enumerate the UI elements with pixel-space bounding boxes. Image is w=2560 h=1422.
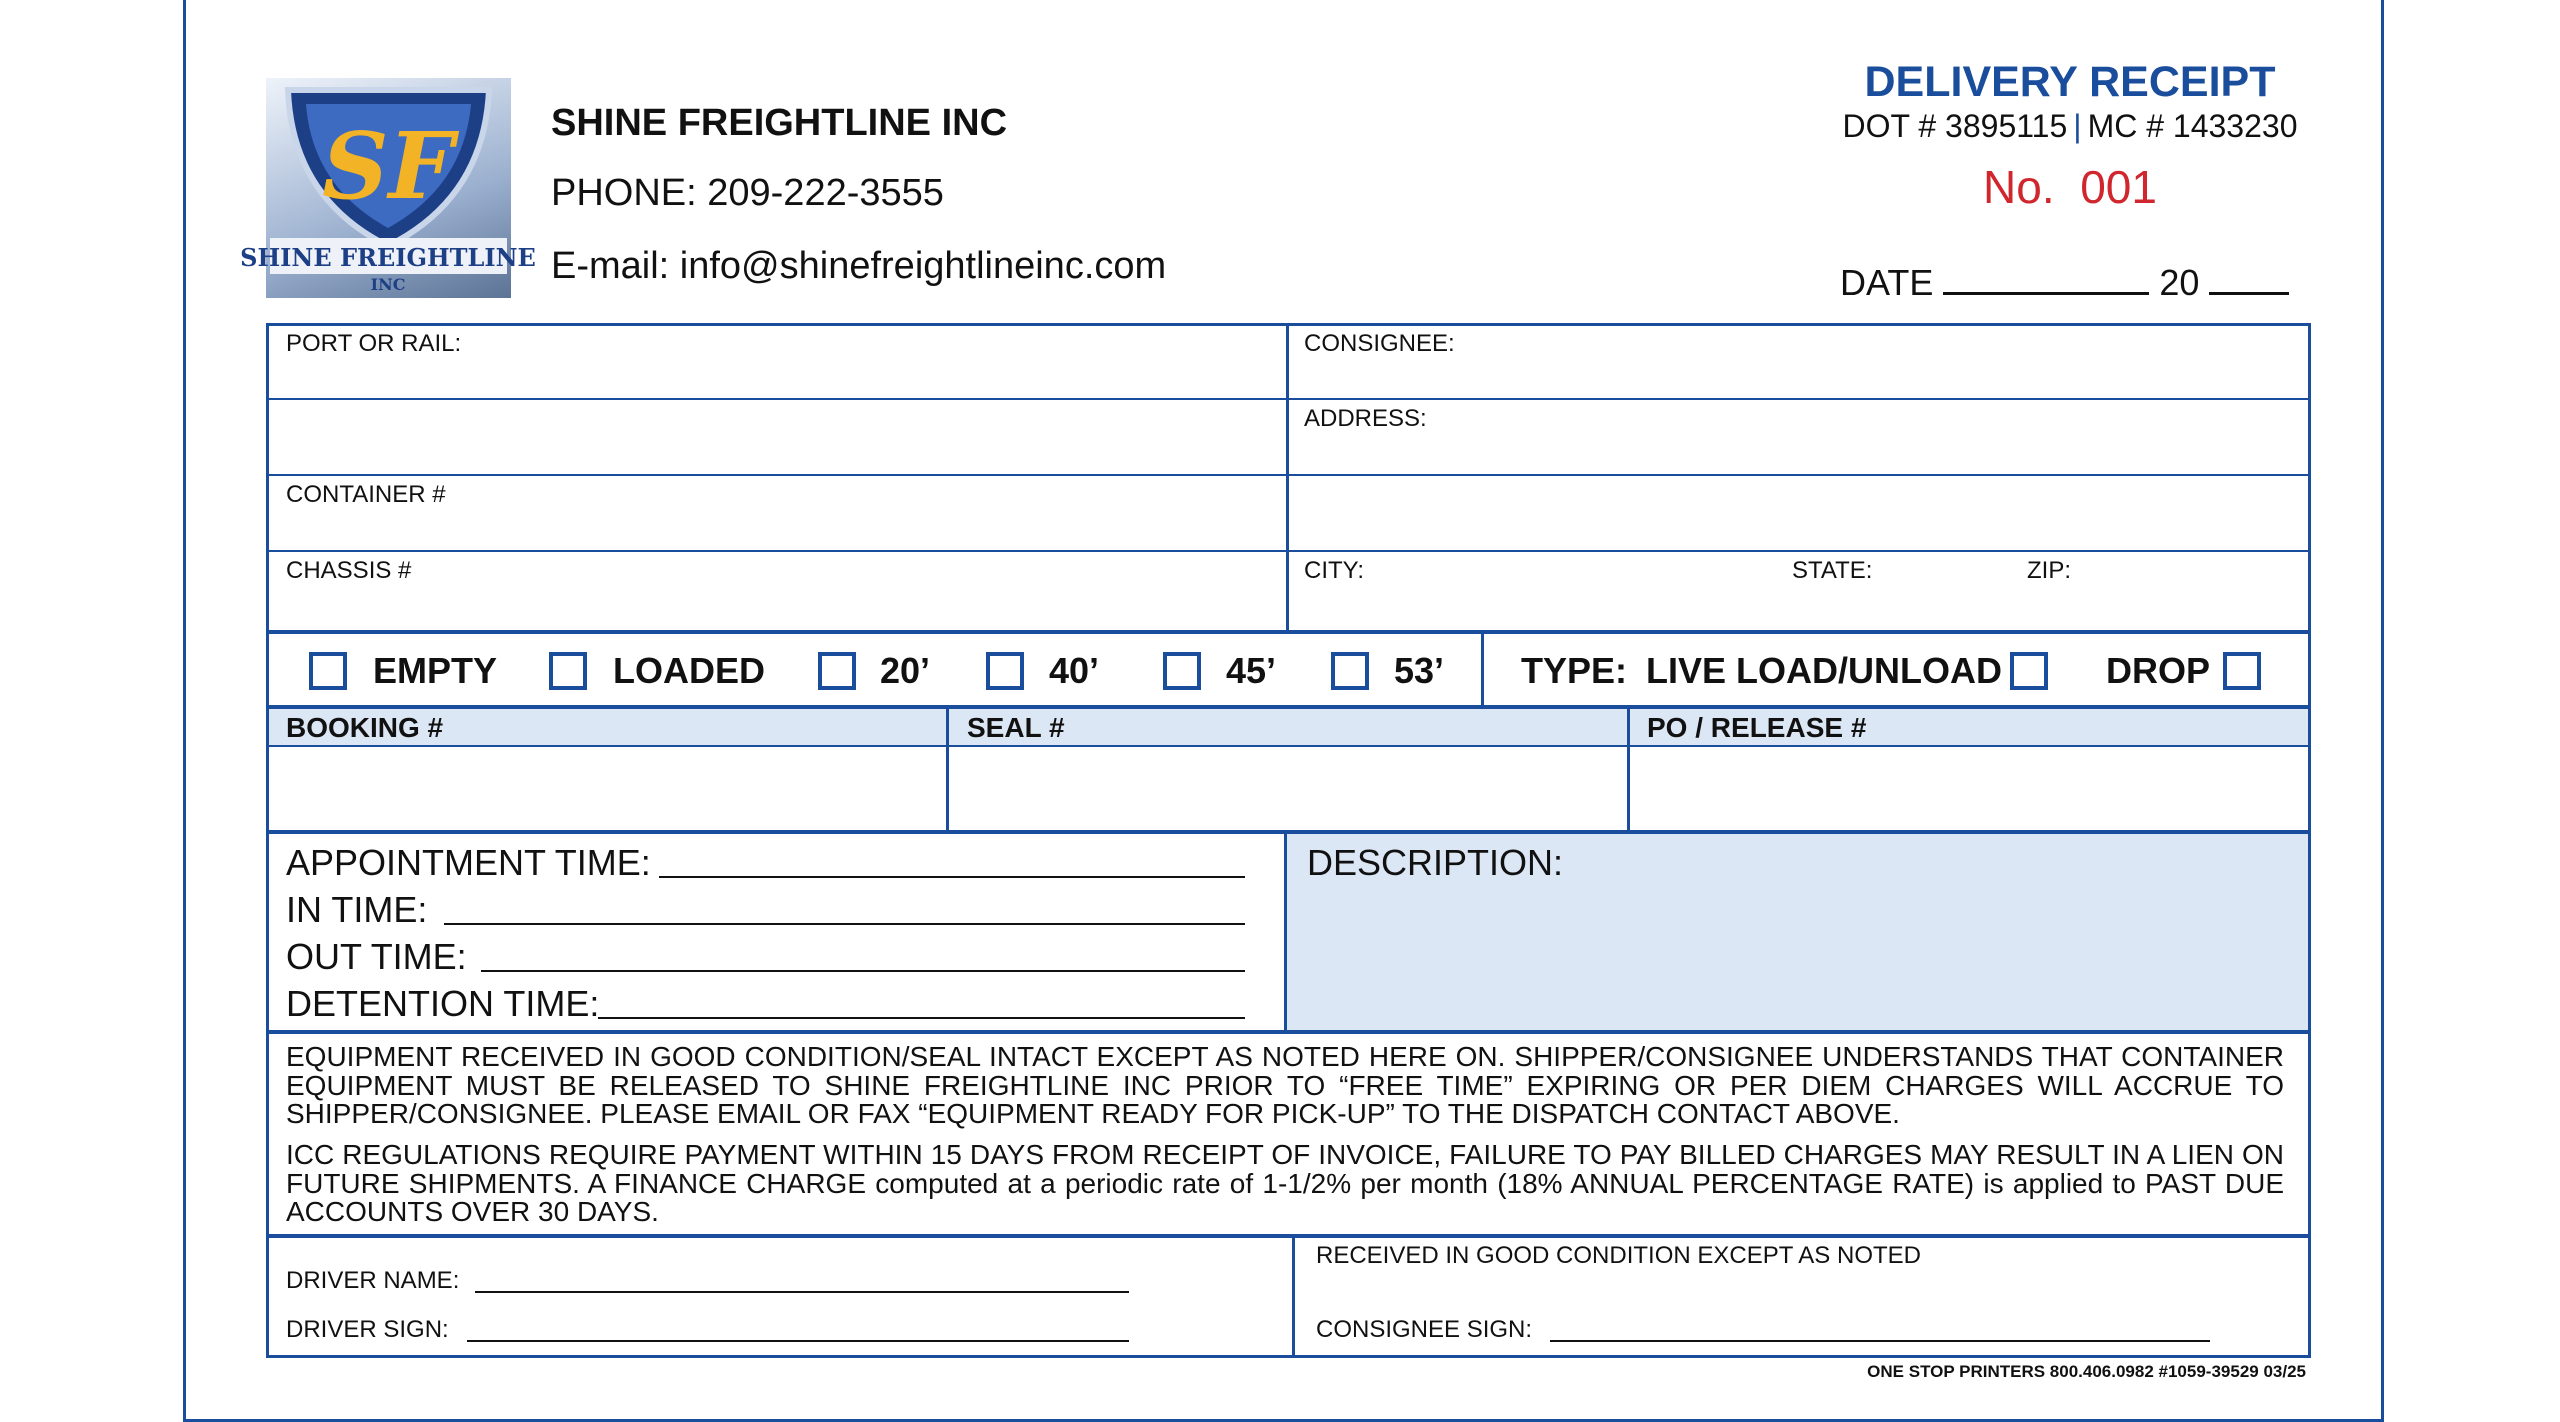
company-phone: PHONE: 209-222-3555 <box>551 172 944 214</box>
terms-paragraph-1: EQUIPMENT RECEIVED IN GOOD CONDITION/SEAL INTACT EXCEPT AS NOTED HERE ON. SHIPPER/CONSIGNEE UNDERSTANDS THAT CONTAINER EQUIPMENT MUST BE RELEASED TO SHINE FREIGHTLINE INC PRIOR TO “FREE TIME” EXPIRING OR PER DIEM CHARGES WILL ACCRUE TO SHIPPER/CONSIGNEE. PLEASE EMAIL OR FAX “EQUIPMENT READY FOR PICK-UP” TO THE DISPATCH CONTACT ABOVE. <box>286 1041 2284 1129</box>
size-20-checkbox[interactable] <box>818 652 856 690</box>
in-time-line[interactable] <box>444 923 1245 925</box>
company-logo <box>240 78 536 298</box>
size-40-label: 40’ <box>1049 650 1100 691</box>
live-load-checkbox[interactable] <box>2010 652 2048 690</box>
printer-footer: ONE STOP PRINTERS 800.406.0982 #1059-39529 03/25 <box>1867 1362 2306 1381</box>
refs-box <box>266 706 2311 833</box>
drop-checkbox[interactable] <box>2223 652 2261 690</box>
zip-label: ZIP: <box>2027 557 2072 584</box>
address-label: ADDRESS: <box>1304 405 1427 432</box>
logo-inc: INC <box>370 275 406 294</box>
receipt-number-value: 001 <box>2080 161 2157 213</box>
form-title: DELIVERY RECEIPT <box>1864 58 2276 106</box>
date-label: DATE <box>1840 262 1934 303</box>
divider <box>266 550 2311 552</box>
terms-paragraph-2: ICC REGULATIONS REQUIRE PAYMENT WITHIN 15 DAYS FROM RECEIPT OF INVOICE, FAILURE TO PAY BILLED CHARGES MAY RESULT IN A LIEN ON FUTURE SHIPMENTS. A FINANCE CHARGE computed at a periodic rate of 1-1/2% per month (18% ANNUAL PERCENTAGE RATE) is applied to PAST DUE ACCOUNTS OVER 30 DAYS. <box>286 1139 2284 1227</box>
size-40-checkbox[interactable] <box>986 652 1024 690</box>
divider <box>946 706 949 833</box>
size-45-label: 45’ <box>1226 650 1277 691</box>
divider <box>1284 831 1287 1033</box>
company-name: SHINE FREIGHTLINE INC <box>551 102 1008 144</box>
company-email: E-mail: info@shinefreightlineinc.com <box>551 245 1167 287</box>
loaded-label: LOADED <box>613 650 765 691</box>
type-label: TYPE: <box>1521 650 1628 691</box>
empty-label: EMPTY <box>373 650 498 691</box>
year-line[interactable] <box>2209 262 2289 295</box>
divider <box>266 745 2311 747</box>
divider <box>1627 706 1630 833</box>
empty-checkbox[interactable] <box>309 652 347 690</box>
container-label: CONTAINER # <box>286 481 446 508</box>
divider <box>266 398 2311 400</box>
description-label: DESCRIPTION: <box>1307 842 1564 883</box>
logo-monogram: SF <box>322 112 454 220</box>
consignee-sign-line[interactable] <box>1550 1340 2210 1342</box>
live-load-label: LIVE LOAD/UNLOAD <box>1646 650 2002 691</box>
dot-mc-line <box>1836 108 2304 145</box>
received-condition-label: RECEIVED IN GOOD CONDITION EXCEPT AS NOTED <box>1316 1242 1921 1269</box>
drop-label: DROP <box>2106 650 2211 691</box>
booking-label: BOOKING # <box>286 712 444 743</box>
receipt-number-label: No. <box>1983 161 2055 213</box>
out-time-label: OUT TIME: <box>286 936 467 977</box>
year-prefix: 20 <box>2159 262 2200 303</box>
date-field[interactable] <box>1840 262 2289 304</box>
dot-number: DOT # 3895115 <box>1842 108 2068 144</box>
loaded-checkbox[interactable] <box>549 652 587 690</box>
mc-number: MC # 1433230 <box>2087 108 2298 144</box>
consignee-sign-label: CONSIGNEE SIGN: <box>1316 1316 1533 1343</box>
shield-icon <box>240 78 536 298</box>
divider <box>1286 323 1289 633</box>
driver-sign-line[interactable] <box>467 1340 1129 1342</box>
city-label: CITY: <box>1304 557 1365 584</box>
detention-time-label: DETENTION TIME: <box>286 983 600 1024</box>
chassis-label: CHASSIS # <box>286 557 412 584</box>
size-53-checkbox[interactable] <box>1331 652 1369 690</box>
receipt-number <box>1836 160 2304 214</box>
consignee-label: CONSIGNEE: <box>1304 330 1455 357</box>
appointment-time-line[interactable] <box>659 876 1245 878</box>
seal-label: SEAL # <box>967 712 1065 743</box>
size-45-checkbox[interactable] <box>1163 652 1201 690</box>
size-53-label: 53’ <box>1394 650 1445 691</box>
divider <box>1481 631 1484 708</box>
logo-name: SHINE FREIGHTLINE <box>240 243 536 272</box>
po-release-label: PO / RELEASE # <box>1647 712 1867 743</box>
driver-name-label: DRIVER NAME: <box>286 1267 460 1294</box>
size-20-label: 20’ <box>880 650 931 691</box>
date-line[interactable] <box>1943 262 2149 295</box>
port-or-rail-label: PORT OR RAIL: <box>286 330 462 357</box>
detention-time-line[interactable] <box>598 1017 1245 1019</box>
driver-sign-label: DRIVER SIGN: <box>286 1316 449 1343</box>
state-label: STATE: <box>1792 557 1873 584</box>
out-time-line[interactable] <box>481 970 1245 972</box>
driver-name-line[interactable] <box>475 1291 1129 1293</box>
divider <box>1292 1235 1295 1358</box>
in-time-label: IN TIME: <box>286 889 428 930</box>
separator: | <box>2073 108 2082 144</box>
appointment-time-label: APPOINTMENT TIME: <box>286 842 651 883</box>
divider <box>266 474 2311 476</box>
